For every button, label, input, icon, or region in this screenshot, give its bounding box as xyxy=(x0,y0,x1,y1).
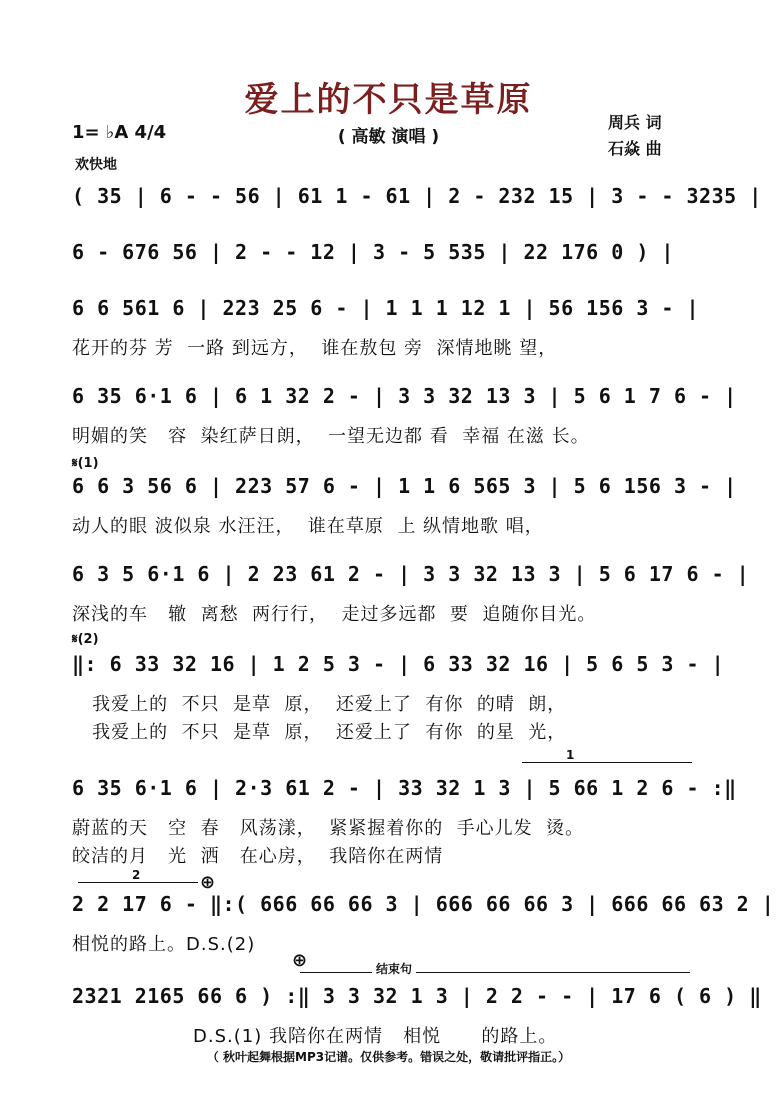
notation: ( 35 | 6 - - 56 | 61 1 - 61 | 2 - 232 15 | 3 - - 3235 | xyxy=(72,184,762,208)
lyrics-verse-2: 皎洁的月 光 洒 在心房， 我陪你在两情 xyxy=(72,846,444,867)
song-title: 爱上的不只是草原 xyxy=(244,80,533,120)
footnote: （ 秋叶起舞根据MP3记谱。仅供参考。错误之处，敬请批评指正。） xyxy=(206,1050,571,1064)
notation: 6 6 561 6 | 223 25 6 - | 1 1 1 12 1 | 56 156 3 - | xyxy=(72,296,700,320)
notation: 6 3 5 6·1 6 | 2 23 61 2 - | 3 3 32 13 3 | 5 6 17 6 - | xyxy=(72,562,750,586)
lyrics: 动人的眼 波似泉 水汪汪， 谁在草原 上 纵情地歌 唱， xyxy=(72,516,544,537)
tempo-marking: 欢快地 xyxy=(75,157,117,173)
score-line-3 xyxy=(72,296,712,388)
key-signature: 1= ♭A 4/4 xyxy=(72,122,167,143)
lyrics: 我爱上的 不只 是草 原， 还爱上了 有你 的晴 朗， xyxy=(72,694,567,715)
notation: 2 2 17 6 - ‖:( 666 66 66 3 | 666 66 66 3 | 666 66 63 2 | xyxy=(72,892,775,916)
coda-sign-ending: ⊕ xyxy=(292,950,308,971)
coda-sign: ⊕ xyxy=(200,872,216,893)
score-line-8 xyxy=(72,776,737,868)
notation: 6 - 676 56 | 2 - - 12 | 3 - 5 535 | 22 176 0 ) | xyxy=(72,240,674,264)
segno-1: 𝄋(1) xyxy=(72,456,99,471)
lyrics: 深浅的车 辙 离愁 两行行， 走过多远都 要 追随你目光。 xyxy=(72,604,597,625)
score-line-6 xyxy=(72,562,750,654)
lyrics: 花开的芬 芳 一路 到远方， 谁在敖包 旁 深情地眺 望， xyxy=(72,338,558,359)
score-line-7 xyxy=(72,652,725,744)
singer-credit: ( 高敏 演唱 ) xyxy=(337,127,440,147)
segno-2: 𝄋(2) xyxy=(72,632,99,647)
lyrics-verse-2: 我爱上的 不只 是草 原， 还爱上了 有你 的星 光， xyxy=(72,722,567,743)
score-line-4 xyxy=(72,384,737,476)
lyricist-credit: 周兵 词 xyxy=(608,113,662,132)
lyrics: 蔚蓝的天 空 春 风荡漾， 紧紧握着你的 手心儿发 烫。 xyxy=(72,818,585,839)
lyrics: 相悦的路上。D.S.(2) xyxy=(72,934,256,955)
lyrics: D.S.(1) 我陪你在两情 相悦 的路上。 xyxy=(72,1026,558,1047)
notation: 6 35 6·1 6 | 2·3 61 2 - | 33 32 1 3 | 5 66 1 2 6 - :‖ xyxy=(72,776,737,800)
volta-2-label: 2 xyxy=(132,868,141,882)
score-line-5 xyxy=(72,474,737,566)
composer-credit: 石焱 曲 xyxy=(608,139,662,158)
lyrics: 明媚的笑 容 染红萨日朗， 一望无边都 看 幸福 在滋 长。 xyxy=(72,426,590,447)
volta-1-bracket xyxy=(522,762,692,763)
notation: 2321 2165 66 6 ) :‖ 3 3 32 1 3 | 2 2 - - | 17 6 ( 6 ) ‖ xyxy=(72,984,762,1008)
notation: 6 6 3 56 6 | 223 57 6 - | 1 1 6 565 3 | 5 6 156 3 - | xyxy=(72,474,737,498)
ending-bracket xyxy=(300,972,690,973)
ending-label: 结束句 xyxy=(372,960,416,977)
notation: ‖: 6 33 32 16 | 1 2 5 3 - | 6 33 32 16 | 5 6 5 3 - | xyxy=(72,652,725,676)
notation: 6 35 6·1 6 | 6 1 32 2 - | 3 3 32 13 3 | 5 6 1 7 6 - | xyxy=(72,384,737,408)
volta-2-bracket xyxy=(78,882,198,883)
volta-1-label: 1 xyxy=(566,748,575,762)
